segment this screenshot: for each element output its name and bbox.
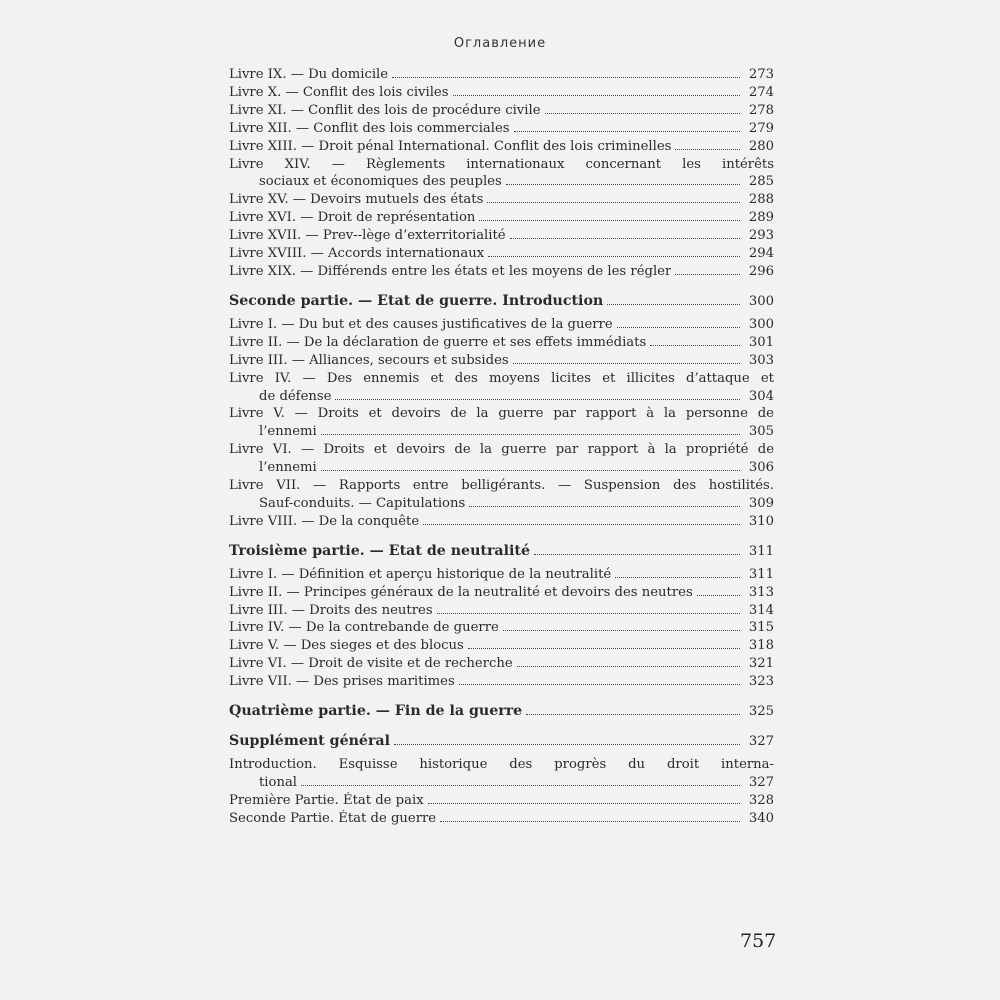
entry-title: Livre IX. — Du domicile bbox=[229, 67, 389, 82]
entry-page: 300 bbox=[748, 293, 774, 309]
entry-title: Livre X. — Conflit des lois civiles bbox=[229, 84, 449, 100]
toc-entry bbox=[229, 637, 774, 655]
entry-title: Seconde Partie. État de guerre bbox=[229, 810, 437, 826]
entry-page: 323 bbox=[748, 674, 774, 690]
entry-title: Livre XIII. — Droit pénal International. Conflit des lois criminelles bbox=[229, 138, 672, 154]
entry-page: 288 bbox=[748, 192, 774, 208]
part-title: Quatrième partie. — Fin de la guerre bbox=[229, 703, 523, 720]
part-title: Seconde partie. — Etat de guerre. Introduction bbox=[229, 292, 604, 309]
entry-page: 285 bbox=[748, 174, 774, 190]
leader-dots bbox=[392, 68, 740, 78]
toc-entry bbox=[229, 352, 774, 370]
toc-entry bbox=[229, 423, 774, 441]
entry-title: de défense bbox=[259, 388, 332, 404]
entry-page: 328 bbox=[748, 792, 774, 808]
leader-dots bbox=[513, 353, 740, 363]
toc-entry bbox=[229, 513, 774, 531]
entry-page: 274 bbox=[748, 84, 774, 100]
entry-title: Livre V. — Des sieges et des blocus bbox=[229, 638, 464, 654]
toc-entry bbox=[229, 191, 774, 209]
leader-dots bbox=[488, 247, 740, 257]
part-title: Supplément général bbox=[229, 733, 391, 750]
entry-page: 311 bbox=[748, 566, 774, 582]
entry-page: 303 bbox=[748, 352, 774, 368]
entry-line: Livre IV. — Des ennemis et des moyens licites et illicites d’attaque et bbox=[229, 370, 774, 386]
toc-part-heading bbox=[229, 292, 774, 311]
entry-page: 309 bbox=[748, 495, 774, 511]
leader-dots bbox=[321, 425, 740, 435]
entry-title: Livre I. — Définition et aperçu historique de la neutralité bbox=[229, 566, 612, 582]
entry-title: Sauf-conduits. — Capitulations bbox=[259, 495, 466, 511]
leader-dots bbox=[615, 568, 740, 578]
leader-dots bbox=[394, 735, 740, 745]
leader-dots bbox=[650, 336, 740, 346]
entry-title: Livre VI. — Droit de visite et de recherche bbox=[229, 656, 513, 672]
entry-title: Première Partie. État de paix bbox=[229, 792, 424, 808]
leader-dots bbox=[459, 675, 740, 685]
entry-page: 305 bbox=[748, 424, 774, 440]
leader-dots bbox=[506, 175, 740, 185]
leader-dots bbox=[517, 657, 740, 667]
entry-page: 293 bbox=[748, 228, 774, 244]
toc-entry bbox=[229, 619, 774, 637]
leader-dots bbox=[423, 515, 740, 525]
entry-title: Livre II. — Principes généraux de la neutralité et devoirs des neutres bbox=[229, 584, 693, 600]
leader-dots bbox=[321, 461, 740, 471]
entry-page: 306 bbox=[748, 460, 774, 476]
entry-title: Livre XI. — Conflit des lois de procédure civile bbox=[229, 102, 541, 118]
toc-entry bbox=[229, 263, 774, 281]
entry-page: 327 bbox=[748, 734, 774, 750]
toc-entry bbox=[229, 84, 774, 102]
entry-title: Livre XII. — Conflit des lois commerciales bbox=[229, 120, 510, 136]
entry-title: tional bbox=[259, 775, 298, 790]
page-number: 757 bbox=[740, 930, 777, 952]
leader-dots bbox=[487, 193, 740, 203]
entry-page: 278 bbox=[748, 102, 774, 118]
entry-line: Livre XIV. — Règlements internationaux concernant les intérêts bbox=[229, 156, 774, 172]
entry-page: 294 bbox=[748, 246, 774, 262]
entry-title: l’ennemi bbox=[259, 424, 317, 440]
entry-page: 273 bbox=[748, 67, 774, 82]
leader-dots bbox=[335, 389, 740, 399]
part-title: Troisième partie. — Etat de neutralité bbox=[229, 542, 530, 559]
entry-title: Livre I. — Du but et des causes justificatives de la guerre bbox=[229, 316, 613, 332]
toc-part-heading bbox=[229, 702, 774, 721]
toc-entry bbox=[229, 810, 774, 828]
leader-dots bbox=[510, 229, 740, 239]
toc-entry bbox=[229, 655, 774, 673]
leader-dots bbox=[468, 639, 740, 649]
entry-page: 311 bbox=[748, 543, 774, 559]
leader-dots bbox=[675, 139, 740, 149]
leader-dots bbox=[526, 705, 740, 715]
entry-page: 289 bbox=[748, 210, 774, 226]
entry-title: Livre IV. — De la contrebande de guerre bbox=[229, 620, 499, 636]
leader-dots bbox=[514, 121, 740, 131]
leader-dots bbox=[479, 211, 740, 221]
leader-dots bbox=[301, 776, 740, 786]
toc-part-heading bbox=[229, 542, 774, 561]
entry-line: Livre V. — Droits et devoirs de la guerre par rapport à la personne de bbox=[229, 406, 774, 422]
entry-page: 314 bbox=[748, 602, 774, 618]
entry-title: l’ennemi bbox=[259, 460, 317, 476]
toc-entry bbox=[229, 138, 774, 156]
toc-entry bbox=[229, 602, 774, 620]
toc-entry bbox=[229, 792, 774, 810]
toc-entry bbox=[229, 584, 774, 602]
leader-dots bbox=[697, 585, 740, 595]
entry-page: 279 bbox=[748, 120, 774, 136]
entry-page: 321 bbox=[748, 656, 774, 672]
entry-title: Livre XV. — Devoirs mutuels des états bbox=[229, 192, 484, 208]
entry-title: Livre XVIII. — Accords internationaux bbox=[229, 246, 485, 262]
entry-page: 304 bbox=[748, 388, 774, 404]
entry-title: Livre VIII. — De la conquête bbox=[229, 513, 420, 529]
leader-dots bbox=[437, 603, 740, 613]
toc-entry bbox=[229, 120, 774, 138]
entry-title: Livre XIX. — Différends entre les états et les moyens de les régler bbox=[229, 263, 672, 279]
toc-entry bbox=[229, 209, 774, 227]
toc-entry bbox=[229, 227, 774, 245]
leader-dots bbox=[440, 812, 740, 822]
entry-page: 315 bbox=[748, 620, 774, 636]
entry-title: Livre XVII. — Prev--lège d’exterritorialité bbox=[229, 228, 506, 244]
entry-title: Livre XVI. — Droit de représentation bbox=[229, 210, 476, 226]
toc-entry bbox=[229, 316, 774, 334]
entry-title: sociaux et économiques des peuples bbox=[259, 174, 502, 190]
toc-entry bbox=[229, 673, 774, 691]
entry-line: Livre VI. — Droits et devoirs de la guerre par rapport à la propriété de bbox=[229, 442, 774, 458]
entry-page: 301 bbox=[748, 334, 774, 350]
leader-dots bbox=[617, 318, 740, 328]
toc-entry bbox=[229, 495, 774, 513]
entry-page: 325 bbox=[748, 704, 774, 720]
entry-page: 340 bbox=[748, 810, 774, 826]
toc-entry bbox=[229, 245, 774, 263]
entry-page: 318 bbox=[748, 638, 774, 654]
toc-entry bbox=[229, 774, 774, 792]
entry-title: Livre VII. — Des prises maritimes bbox=[229, 674, 455, 690]
entry-line: Introduction. Esquisse historique des progrès du droit interna- bbox=[229, 757, 774, 773]
toc-entry bbox=[229, 334, 774, 352]
entry-page: 327 bbox=[748, 775, 774, 790]
leader-dots bbox=[545, 104, 741, 114]
entry-title: Livre III. — Droits des neutres bbox=[229, 602, 433, 618]
toc-entry bbox=[229, 102, 774, 120]
toc-entry bbox=[229, 173, 774, 191]
leader-dots bbox=[469, 497, 740, 507]
entry-page: 280 bbox=[748, 138, 774, 154]
entry-page: 313 bbox=[748, 584, 774, 600]
table-of-contents bbox=[229, 66, 774, 828]
toc-entry bbox=[229, 459, 774, 477]
entry-title: Livre II. — De la déclaration de guerre et ses effets immédiats bbox=[229, 334, 647, 350]
entry-line: Livre VII. — Rapports entre belligérants. — Suspension des hostilités. bbox=[229, 478, 774, 494]
entry-title: Livre III. — Alliances, secours et subsides bbox=[229, 352, 509, 368]
leader-dots bbox=[428, 794, 740, 804]
leader-dots bbox=[675, 265, 740, 275]
toc-entry bbox=[229, 66, 774, 84]
toc-entry bbox=[229, 388, 774, 406]
entry-page: 310 bbox=[748, 513, 774, 529]
entry-page: 296 bbox=[748, 263, 774, 279]
leader-dots bbox=[503, 621, 740, 631]
toc-part-heading bbox=[229, 732, 774, 751]
leader-dots bbox=[534, 545, 740, 555]
entry-page: 300 bbox=[748, 316, 774, 332]
leader-dots bbox=[607, 295, 740, 305]
running-head: Оглавление bbox=[453, 36, 547, 51]
toc-entry bbox=[229, 566, 774, 584]
leader-dots bbox=[453, 86, 740, 96]
